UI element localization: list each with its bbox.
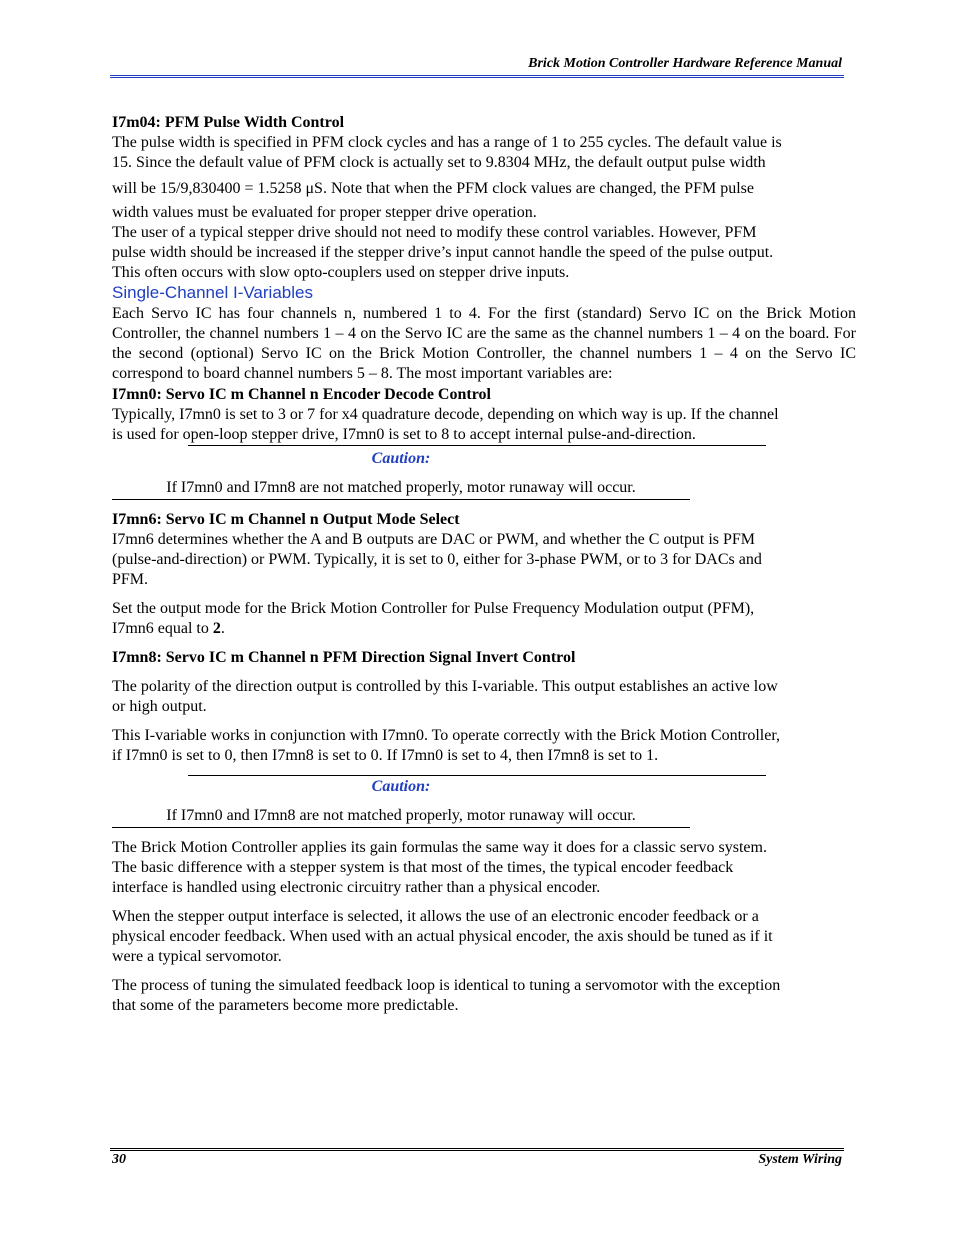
pfm-line: width values must be evaluated for proper stepper drive operation. [112,204,537,221]
i7mn6-line: PFM. [112,571,149,588]
setting-prefix: I7mn6 equal to [112,620,213,637]
stepper-line: When the stepper output interface is selected, it allows the use of an electronic encoder feedback or a [112,908,759,925]
i7mn8-line: or high output. [112,698,207,715]
i7mn6-line: (pulse-and-direction) or PWM. Typically, it is set to 0, either for 3-phase PWM, or to 3 for DACs and [112,551,762,568]
caution-text: If I7mn0 and I7mn8 are not matched properly, motor runaway will occur. [112,806,690,828]
header-rule [110,75,844,78]
caution-top-rule [188,445,766,446]
stepper-line: were a typical servomotor. [112,948,282,965]
caution-top-rule [188,775,766,776]
caution-label: Caution: [371,450,431,467]
gain-line: interface is handled using electronic circuitry rather than a physical encoder. [112,879,601,896]
pfm-line: The pulse width is specified in PFM clock cycles and has a range of 1 to 255 cycles. The default value is [112,134,782,151]
tuning-line: The process of tuning the simulated feedback loop is identical to tuning a servomotor with the exception [112,977,781,994]
setting-suffix: . [220,620,225,637]
i7mn8-heading: I7mn8: Servo IC m Channel n PFM Direction Signal Invert Control [112,649,576,666]
page-number: 30 [112,1152,126,1167]
caution-label: Caution: [371,778,431,795]
single-channel-heading: Single-Channel I-Variables [112,283,313,302]
i7mn6-line: I7mn6 determines whether the A and B outputs are DAC or PWM, and whether the C output is PFM [112,531,756,548]
pfm-line: The user of a typical stepper drive should not need to modify these control variables. However, PFM [112,224,757,241]
i7mn8-line: if I7mn0 is set to 0, then I7mn8 is set to 0. If I7mn0 is set to 4, then I7mn8 is set to 1. [112,747,659,764]
footer-rule [110,1148,844,1151]
pfm-line: will be 15/9,830400 = 1.5258 μS. Note that when the PFM clock values are changed, the PFM pulse [112,180,754,197]
pfm-line: This often occurs with slow opto-couplers used on stepper drive inputs. [112,264,570,281]
i7mn0-line: Typically, I7mn0 is set to 3 or 7 for x4 quadrature decode, depending on which way is up. If the channel [112,406,779,423]
i7mn6-setting-line: Set the output mode for the Brick Motion Controller for Pulse Frequency Modulation output (PFM), [112,600,755,617]
gain-line: The basic difference with a stepper system is that most of the times, the typical encoder feedback [112,859,734,876]
i7mn6-setting-line [112,619,857,639]
pfm-line: 15. Since the default value of PFM clock is actually set to 9.8304 MHz, the default output pulse width [112,154,766,171]
caution-text: If I7mn0 and I7mn8 are not matched properly, motor runaway will occur. [112,478,690,500]
content-body [112,113,857,1016]
setting-value: 2 [212,620,221,637]
tuning-line: that some of the parameters become more predictable. [112,997,459,1014]
i7mn8-line: The polarity of the direction output is controlled by this I-variable. This output establishes an active low [112,678,778,695]
i7mn0-line: is used for open-loop stepper drive, I7mn0 is set to 8 to accept internal pulse-and-direction. [112,426,696,443]
header-title: Brick Motion Controller Hardware Reference Manual [528,56,842,71]
i7mn8-line: This I-variable works in conjunction with I7mn0. To operate correctly with the Brick Motion Controller, [112,727,781,744]
i7mn0-heading: I7mn0: Servo IC m Channel n Encoder Decode Control [112,386,491,403]
stepper-line: physical encoder feedback. When used with an actual physical encoder, the axis should be tuned as if it [112,928,773,945]
pfm-heading: I7m04: PFM Pulse Width Control [112,114,345,131]
pfm-line: pulse width should be increased if the stepper drive’s input cannot handle the speed of the pulse output. [112,244,774,261]
i7mn6-heading: I7mn6: Servo IC m Channel n Output Mode Select [112,511,460,528]
gain-line: The Brick Motion Controller applies its gain formulas the same way it does for a classic servo system. [112,839,767,856]
footer-section: System Wiring [758,1152,842,1167]
single-channel-text: Each Servo IC has four channels n, numbered 1 to 4. For the first (standard) Servo IC on the Brick Motion Controller, the channel numbers 1 – 4 on the Servo IC are the same as the channel numbers 1 – 4 on the board. For the second (optional) Servo IC on the Brick Motion Controller, the channel numbers 1 – 4 on the Servo IC correspond to board channel numbers 5 – 8. The most important variables are: [112,305,856,382]
